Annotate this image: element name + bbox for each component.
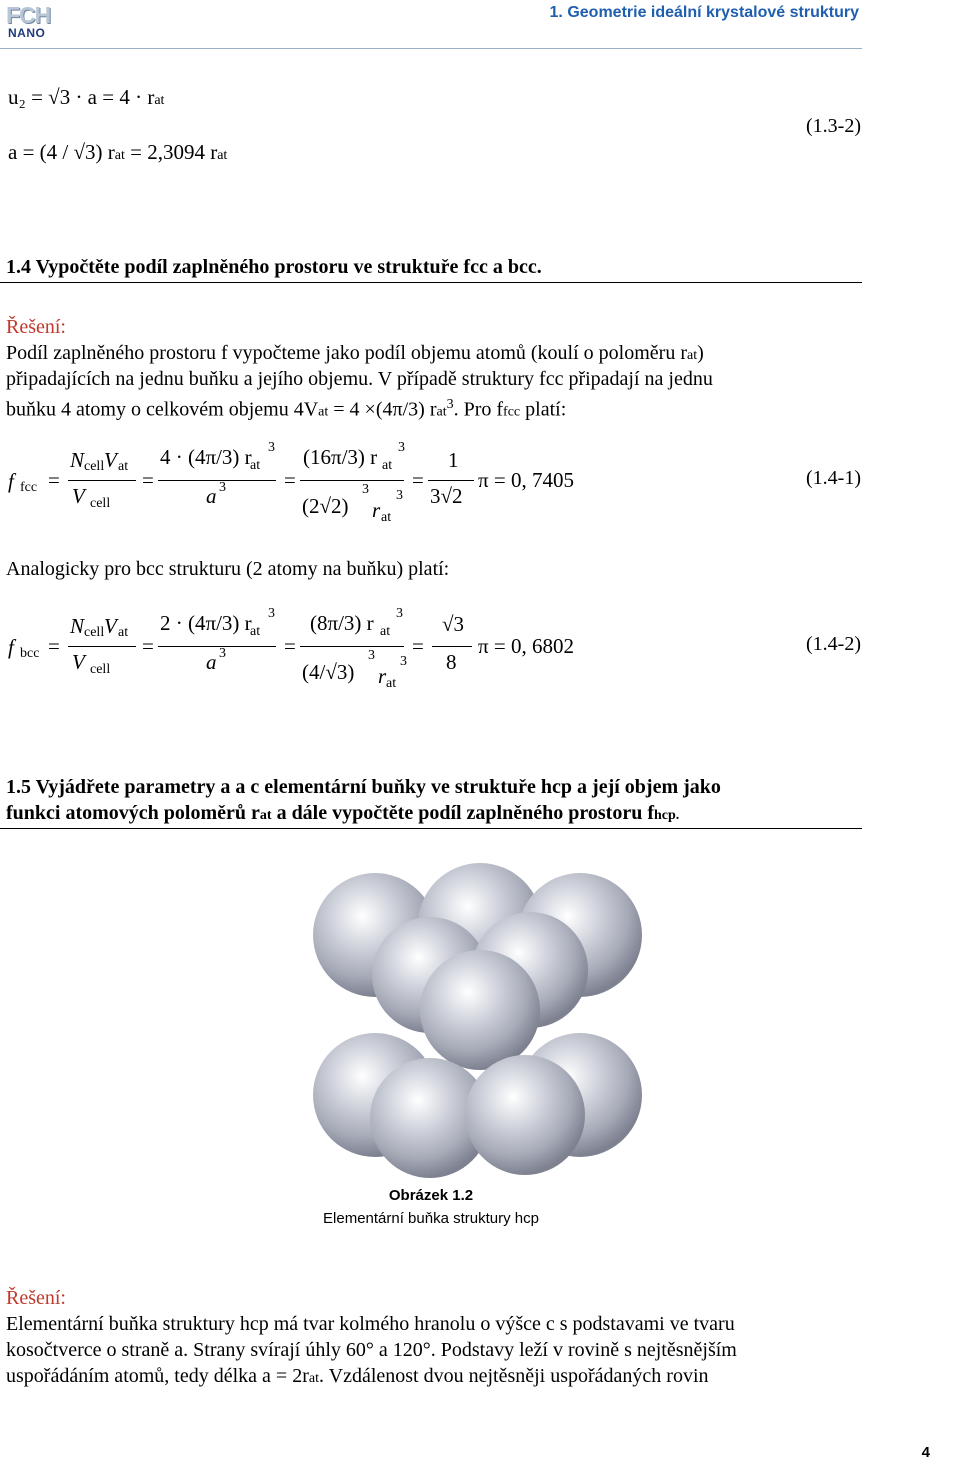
equation-line-a: a = (4 / √3) rat = 2,3094 rat	[8, 140, 228, 164]
page-number: 4	[921, 1444, 930, 1461]
paragraph-line: kosočtverce o straně a. Strany svírají úhly 60° a 120°. Podstavy leží v rovině s nejtěsnějším	[6, 1339, 737, 1361]
paragraph-line: připadajících na jednu buňku a jejího objemu. V případě struktury fcc připadají na jednu	[6, 368, 713, 390]
equation-number-1-4-1: (1.4-1)	[806, 467, 861, 489]
equation-number-1-3-2: (1.3-2)	[806, 115, 861, 137]
paragraph-line: Podíl zaplněného prostoru f vypočteme jako podíl objemu atomů (koulí o poloměru rat)	[6, 342, 704, 364]
paragraph-line: Elementární buňka struktury hcp má tvar kolmého hranolu o výšce c s podstavami ve tvaru	[6, 1313, 735, 1335]
heading-underline	[0, 828, 862, 829]
problem-1-5-heading-line2: funkci atomových poloměrů rat a dále vypočtěte podíl zaplněného prostoru fhcp.	[6, 802, 680, 824]
equation-number-1-4-2: (1.4-2)	[806, 633, 861, 655]
header-divider	[0, 48, 862, 49]
logo-nano-text: NANO	[8, 26, 46, 40]
figure-caption: Elementární buňka struktury hcp	[323, 1210, 539, 1227]
paragraph-line: buňku 4 atomy o celkovém objemu 4Vat = 4 ×(4π/3) rat$^3$. Pro ffcc platí:	[6, 397, 567, 421]
paragraph-line: uspořádáním atomů, tedy délka a = 2rat. Vzdálenost dvou nejtěsněji uspořádaných rovin	[6, 1365, 709, 1387]
sphere	[465, 1055, 585, 1175]
problem-1-5-heading-line1: 1.5 Vyjádřete parametry a a c elementární buňky ve struktuře hcp a její objem jako	[6, 776, 721, 798]
solution-label: Řešení:	[6, 1287, 66, 1309]
fch-nano-logo	[4, 2, 50, 42]
equation-fcc: f fcc = N cell V at V cell = 4 · (4π/3) r at 3 a 3 = (16π/3) r at 3 (2√2) 3 r 3 at = 1 3√2 π = 0, 7405	[8, 440, 574, 525]
hcp-unit-cell-figure	[280, 860, 700, 1180]
equation-bcc: f bcc = N cell V at V cell = 2 · (4π/3) r at 3 a 3 = (8π/3) r at 3 (4/√3) 3 r 3 at = √3 8 π = 0, 6802	[8, 606, 574, 691]
heading-underline	[0, 282, 862, 283]
logo-fch-text: FCH	[6, 2, 51, 28]
figure-caption-title: Obrázek 1.2	[388, 1187, 474, 1204]
paragraph-line: Analogicky pro bcc strukturu (2 atomy na buňku) platí:	[6, 558, 450, 580]
equation-line-u2: u₂ = √3 · a = 4 · rat	[8, 85, 165, 109]
problem-1-4-heading: 1.4 Vypočtěte podíl zaplněného prostoru ve struktuře fcc a bcc.	[6, 256, 542, 278]
chapter-title: 1. Geometrie ideální krystalové struktury	[549, 4, 859, 21]
sphere-group	[313, 863, 642, 1178]
solution-label: Řešení:	[6, 316, 66, 338]
sphere	[420, 950, 540, 1070]
